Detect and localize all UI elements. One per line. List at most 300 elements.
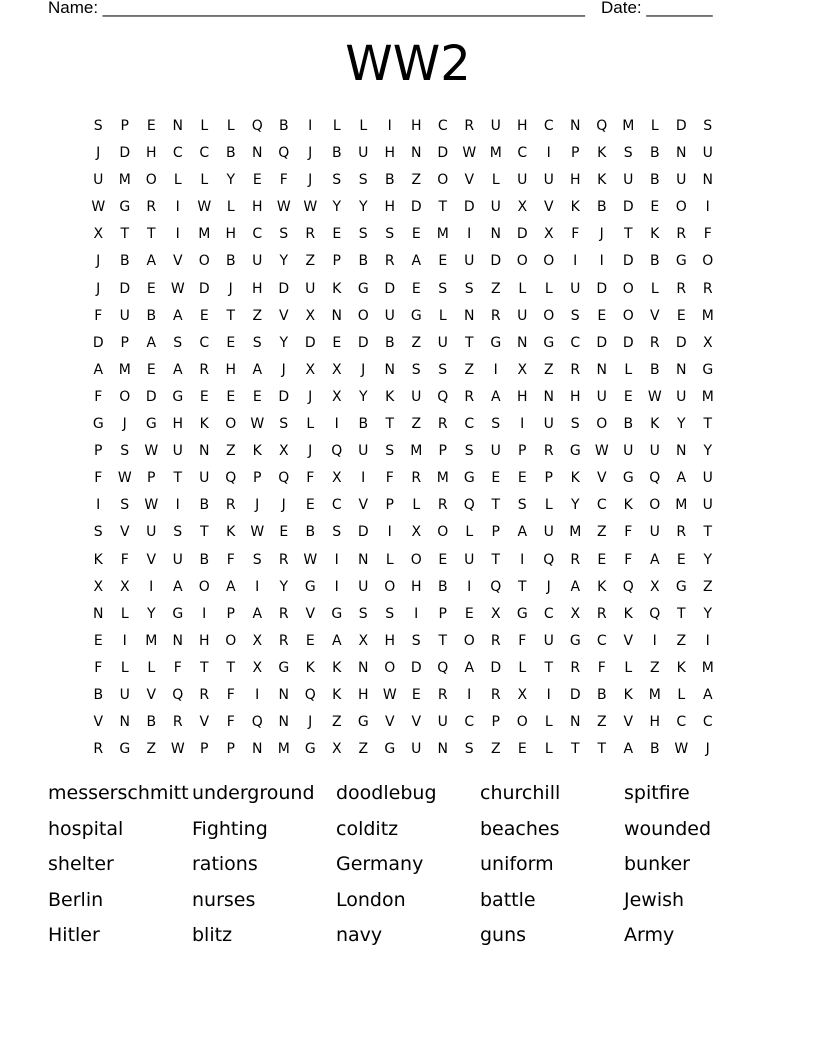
grid-letter: P bbox=[147, 470, 156, 487]
grid-letter: K bbox=[676, 659, 686, 676]
grid-letter: C bbox=[596, 497, 607, 514]
grid-letter: U bbox=[199, 470, 210, 487]
grid-letter: M bbox=[701, 307, 714, 324]
grid-letter: E bbox=[438, 551, 448, 568]
grid-letter: T bbox=[676, 605, 686, 622]
grid-letter: Q bbox=[225, 470, 237, 487]
grid-letter: X bbox=[358, 632, 369, 649]
grid-letter: U bbox=[411, 741, 422, 758]
grid-letter: J bbox=[281, 361, 286, 378]
grid-letter: A bbox=[252, 361, 263, 378]
grid-letter: L bbox=[544, 497, 553, 514]
grid-letter: H bbox=[516, 118, 528, 134]
grid-letter: N bbox=[676, 443, 687, 460]
grid-letter: B bbox=[119, 253, 130, 270]
grid-letter: R bbox=[172, 714, 183, 731]
grid-letter: I bbox=[705, 199, 710, 216]
grid-letter: U bbox=[676, 388, 687, 405]
grid-letter: S bbox=[385, 443, 395, 460]
grid-letter: J bbox=[599, 226, 604, 243]
grid-letter: X bbox=[649, 578, 660, 595]
grid-letter: O bbox=[702, 253, 714, 270]
grid-letter: K bbox=[597, 172, 607, 189]
grid-letter: R bbox=[570, 361, 581, 378]
grid-letter: R bbox=[464, 118, 475, 134]
grid-letter: C bbox=[676, 714, 687, 731]
grid-letter: E bbox=[597, 551, 607, 568]
grid-letter: G bbox=[331, 605, 343, 622]
grid-letter: Q bbox=[463, 497, 475, 514]
word-list-item: nurses bbox=[192, 888, 256, 911]
grid-letter: U bbox=[93, 172, 104, 189]
grid-letter: F bbox=[703, 226, 712, 243]
grid-letter: Q bbox=[649, 470, 661, 487]
grid-letter: S bbox=[252, 551, 262, 568]
grid-letter: S bbox=[93, 524, 103, 541]
grid-letter: M bbox=[622, 118, 635, 134]
grid-letter: B bbox=[437, 578, 448, 595]
grid-letter: U bbox=[464, 551, 475, 568]
grid-letter: U bbox=[305, 280, 316, 297]
grid-letter: F bbox=[624, 551, 633, 568]
grid-letter: T bbox=[623, 226, 633, 243]
grid-letter: D bbox=[490, 253, 502, 270]
grid-letter: W bbox=[647, 388, 662, 405]
grid-letter: K bbox=[305, 659, 315, 676]
grid-letter: P bbox=[491, 524, 500, 541]
grid-letter: G bbox=[410, 307, 422, 324]
grid-letter: K bbox=[597, 145, 607, 162]
grid-letter: M bbox=[118, 172, 131, 189]
grid-letter: H bbox=[172, 416, 184, 433]
word-list-item: uniform bbox=[480, 853, 554, 875]
grid-letter: N bbox=[570, 714, 581, 731]
grid-letter: B bbox=[649, 172, 660, 189]
grid-letter: I bbox=[467, 578, 472, 595]
grid-letter: S bbox=[332, 172, 342, 189]
grid-letter: T bbox=[226, 659, 236, 676]
grid-letter: M bbox=[277, 741, 290, 758]
grid-letter: X bbox=[252, 659, 263, 676]
grid-letter: S bbox=[358, 605, 368, 622]
grid-letter: E bbox=[252, 388, 262, 405]
grid-letter: E bbox=[93, 632, 103, 649]
grid-letter: F bbox=[94, 659, 103, 676]
grid-letter: M bbox=[489, 145, 502, 162]
grid-letter: I bbox=[122, 632, 127, 649]
grid-letter: X bbox=[543, 226, 554, 243]
grid-letter: L bbox=[518, 659, 527, 676]
grid-letter: F bbox=[94, 388, 103, 405]
word-list-item: guns bbox=[480, 924, 527, 946]
grid-letter: J bbox=[96, 280, 101, 297]
grid-letter: I bbox=[175, 226, 180, 243]
grid-letter: S bbox=[279, 416, 289, 433]
grid-letter: X bbox=[517, 686, 528, 703]
date-label: Date: _______ bbox=[600, 0, 713, 17]
grid-letter: Z bbox=[225, 443, 236, 460]
grid-letter: E bbox=[305, 632, 315, 649]
grid-letter: J bbox=[705, 741, 710, 758]
grid-letter: O bbox=[384, 659, 396, 676]
grid-letter: A bbox=[331, 632, 342, 649]
grid-letter: U bbox=[596, 388, 607, 405]
grid-letter: U bbox=[702, 470, 713, 487]
grid-letter: S bbox=[623, 145, 633, 162]
grid-letter: G bbox=[569, 632, 581, 649]
grid-letter: D bbox=[304, 334, 316, 351]
grid-letter: N bbox=[172, 632, 183, 649]
grid-letter: L bbox=[412, 497, 421, 514]
grid-letter: N bbox=[411, 145, 422, 162]
grid-letter: E bbox=[676, 307, 686, 324]
grid-letter: Y bbox=[279, 578, 289, 595]
grid-letter: X bbox=[252, 632, 263, 649]
grid-letter: D bbox=[596, 280, 608, 297]
grid-letter: S bbox=[385, 605, 395, 622]
grid-letter: R bbox=[490, 686, 501, 703]
grid-letter: S bbox=[358, 226, 368, 243]
grid-letter: Y bbox=[279, 334, 289, 351]
grid-letter: T bbox=[517, 578, 527, 595]
grid-letter: C bbox=[437, 118, 448, 134]
page-title: WW2 bbox=[345, 36, 471, 92]
grid-letter: Z bbox=[702, 578, 713, 595]
grid-letter: L bbox=[650, 118, 659, 134]
grid-letter: Z bbox=[411, 334, 422, 351]
grid-letter: U bbox=[676, 172, 687, 189]
grid-letter: J bbox=[255, 497, 260, 514]
grid-letter: C bbox=[172, 145, 183, 162]
grid-letter: A bbox=[676, 470, 687, 487]
grid-letter: I bbox=[334, 551, 339, 568]
grid-letter: X bbox=[278, 443, 289, 460]
grid-letter: W bbox=[382, 686, 397, 703]
grid-letter: K bbox=[650, 416, 660, 433]
grid-letter: S bbox=[332, 524, 342, 541]
grid-letter: U bbox=[543, 524, 554, 541]
grid-letter: D bbox=[675, 118, 687, 134]
grid-letter: K bbox=[623, 605, 633, 622]
grid-letter: U bbox=[570, 280, 581, 297]
grid-letter: H bbox=[410, 118, 422, 134]
grid-letter: L bbox=[332, 118, 341, 134]
grid-letter: D bbox=[278, 388, 290, 405]
grid-letter: B bbox=[649, 361, 660, 378]
grid-letter: B bbox=[596, 199, 607, 216]
grid-letter: F bbox=[120, 551, 129, 568]
grid-letter: F bbox=[306, 470, 315, 487]
grid-letter: V bbox=[596, 470, 607, 487]
grid-letter: K bbox=[623, 686, 633, 703]
grid-letter: L bbox=[518, 280, 527, 297]
word-list-item: doodlebug bbox=[336, 782, 437, 804]
grid-letter: E bbox=[491, 470, 501, 487]
grid-letter: F bbox=[279, 172, 288, 189]
grid-letter: G bbox=[357, 714, 369, 731]
grid-letter: D bbox=[622, 253, 634, 270]
grid-letter: E bbox=[464, 605, 474, 622]
grid-letter: S bbox=[120, 443, 130, 460]
grid-letter: Y bbox=[358, 388, 368, 405]
grid-letter: L bbox=[226, 118, 235, 134]
grid-letter: G bbox=[145, 416, 157, 433]
worksheet-header bbox=[48, 0, 713, 18]
grid-letter: I bbox=[467, 226, 472, 243]
grid-letter: L bbox=[226, 199, 235, 216]
grid-letter: Y bbox=[358, 199, 368, 216]
grid-letter: B bbox=[358, 416, 369, 433]
grid-letter: N bbox=[543, 388, 554, 405]
grid-letter: E bbox=[199, 388, 209, 405]
grid-letter: J bbox=[308, 145, 313, 162]
grid-letter: N bbox=[384, 361, 395, 378]
grid-letter: P bbox=[518, 443, 527, 460]
grid-letter: A bbox=[146, 253, 157, 270]
grid-letter: U bbox=[358, 443, 369, 460]
grid-letter: B bbox=[305, 524, 316, 541]
grid-letter: D bbox=[596, 334, 608, 351]
grid-letter: U bbox=[490, 118, 501, 134]
grid-letter: X bbox=[517, 199, 528, 216]
grid-letter: M bbox=[436, 470, 449, 487]
grid-letter: T bbox=[464, 334, 474, 351]
grid-letter: N bbox=[596, 361, 607, 378]
grid-letter: U bbox=[119, 307, 130, 324]
grid-letter: V bbox=[543, 199, 554, 216]
grid-letter: G bbox=[490, 334, 502, 351]
grid-letter: N bbox=[358, 659, 369, 676]
grid-letter: R bbox=[570, 551, 581, 568]
grid-letter: D bbox=[410, 659, 422, 676]
grid-letter: R bbox=[490, 632, 501, 649]
word-list-item: London bbox=[336, 888, 406, 911]
grid-letter: J bbox=[308, 388, 313, 405]
grid-letter: Z bbox=[358, 741, 369, 758]
grid-letter: Z bbox=[146, 741, 157, 758]
grid-letter: Z bbox=[596, 524, 607, 541]
grid-letter: U bbox=[543, 632, 554, 649]
grid-letter: F bbox=[385, 470, 394, 487]
word-list-item: Germany bbox=[336, 853, 424, 875]
grid-letter: T bbox=[438, 199, 448, 216]
grid-letter: D bbox=[622, 199, 634, 216]
grid-letter: R bbox=[437, 497, 448, 514]
grid-letter: T bbox=[438, 632, 448, 649]
word-list-item: churchill bbox=[480, 782, 561, 804]
grid-letter: F bbox=[173, 659, 182, 676]
grid-letter: L bbox=[438, 307, 447, 324]
grid-letter: G bbox=[702, 361, 714, 378]
grid-letter: M bbox=[701, 659, 714, 676]
grid-letter: X bbox=[93, 578, 104, 595]
grid-letter: G bbox=[384, 741, 396, 758]
grid-letter: I bbox=[334, 578, 339, 595]
grid-letter: I bbox=[599, 253, 604, 270]
grid-letter: P bbox=[226, 741, 235, 758]
grid-letter: V bbox=[199, 714, 210, 731]
grid-letter: F bbox=[226, 686, 235, 703]
grid-letter: N bbox=[358, 551, 369, 568]
grid-letter: V bbox=[172, 253, 183, 270]
grid-letter: R bbox=[596, 605, 607, 622]
grid-letter: C bbox=[702, 714, 713, 731]
grid-letter: R bbox=[437, 686, 448, 703]
grid-letter: O bbox=[437, 172, 449, 189]
grid-letter: C bbox=[543, 118, 554, 134]
grid-letter: N bbox=[93, 605, 104, 622]
grid-letter: A bbox=[649, 551, 660, 568]
grid-letter: E bbox=[650, 199, 660, 216]
grid-letter: O bbox=[622, 280, 634, 297]
grid-letter: F bbox=[94, 470, 103, 487]
grid-letter: F bbox=[597, 659, 606, 676]
grid-letter: T bbox=[146, 226, 156, 243]
grid-letter: Y bbox=[332, 199, 342, 216]
grid-letter: X bbox=[93, 226, 104, 243]
grid-letter: N bbox=[676, 361, 687, 378]
grid-letter: J bbox=[122, 416, 127, 433]
grid-letter: U bbox=[623, 172, 634, 189]
grid-letter: P bbox=[438, 443, 447, 460]
grid-letter: C bbox=[464, 416, 475, 433]
grid-letter: H bbox=[251, 280, 263, 297]
grid-letter: D bbox=[410, 199, 422, 216]
grid-letter: G bbox=[357, 280, 369, 297]
grid-letter: F bbox=[624, 524, 633, 541]
grid-letter: F bbox=[226, 714, 235, 731]
grid-letter: V bbox=[358, 497, 369, 514]
grid-letter: T bbox=[703, 524, 713, 541]
grid-letter: Y bbox=[676, 416, 686, 433]
grid-letter: C bbox=[517, 145, 528, 162]
grid-letter: Z bbox=[649, 659, 660, 676]
grid-letter: S bbox=[517, 497, 527, 514]
grid-letter: I bbox=[308, 118, 313, 134]
grid-letter: U bbox=[146, 524, 157, 541]
grid-letter: B bbox=[596, 686, 607, 703]
grid-letter: M bbox=[569, 524, 582, 541]
grid-letter: C bbox=[596, 632, 607, 649]
grid-letter: L bbox=[120, 659, 129, 676]
grid-letter: U bbox=[172, 443, 183, 460]
grid-letter: P bbox=[385, 497, 394, 514]
grid-letter: V bbox=[411, 714, 422, 731]
grid-letter: F bbox=[571, 226, 580, 243]
grid-letter: D bbox=[357, 334, 369, 351]
grid-letter: I bbox=[546, 145, 551, 162]
grid-letter: B bbox=[384, 334, 395, 351]
grid-letter: A bbox=[517, 524, 528, 541]
grid-letter: W bbox=[594, 443, 609, 460]
grid-letter: G bbox=[119, 741, 131, 758]
grid-letter: W bbox=[462, 145, 477, 162]
grid-letter: T bbox=[597, 741, 607, 758]
grid-letter: K bbox=[570, 470, 580, 487]
grid-letter: A bbox=[225, 578, 236, 595]
grid-letter: J bbox=[308, 443, 313, 460]
grid-letter: X bbox=[119, 578, 130, 595]
grid-letter: H bbox=[569, 388, 581, 405]
grid-letter: S bbox=[438, 280, 448, 297]
grid-letter: M bbox=[701, 388, 714, 405]
grid-letter: X bbox=[570, 605, 581, 622]
grid-letter: U bbox=[172, 551, 183, 568]
grid-letter: T bbox=[570, 741, 580, 758]
grid-letter: A bbox=[93, 361, 104, 378]
grid-letter: I bbox=[149, 578, 154, 595]
grid-letter: O bbox=[384, 578, 396, 595]
grid-letter: Y bbox=[703, 443, 713, 460]
grid-letter: O bbox=[649, 497, 661, 514]
grid-letter: R bbox=[543, 443, 554, 460]
grid-letter: H bbox=[198, 632, 210, 649]
grid-letter: U bbox=[702, 145, 713, 162]
grid-letter: L bbox=[544, 280, 553, 297]
grid-letter: J bbox=[96, 145, 101, 162]
grid-letter: B bbox=[278, 118, 289, 134]
grid-letter: N bbox=[172, 118, 183, 134]
grid-letter: E bbox=[226, 334, 236, 351]
grid-letter: D bbox=[357, 524, 369, 541]
grid-letter: S bbox=[464, 280, 474, 297]
grid-letter: W bbox=[276, 199, 291, 216]
grid-letter: Y bbox=[703, 551, 713, 568]
grid-letter: E bbox=[623, 388, 633, 405]
grid-letter: K bbox=[226, 524, 236, 541]
grid-letter: E bbox=[438, 253, 448, 270]
grid-letter: T bbox=[120, 226, 130, 243]
grid-letter: O bbox=[410, 551, 422, 568]
grid-letter: S bbox=[703, 118, 713, 134]
grid-letter: L bbox=[624, 361, 633, 378]
grid-letter: B bbox=[358, 253, 369, 270]
grid-letter: D bbox=[516, 226, 528, 243]
grid-letter: W bbox=[91, 199, 106, 216]
grid-letter: M bbox=[145, 632, 158, 649]
grid-letter: T bbox=[544, 659, 554, 676]
grid-letter: U bbox=[543, 416, 554, 433]
grid-letter: V bbox=[93, 714, 104, 731]
grid-letter: I bbox=[520, 416, 525, 433]
grid-letter: S bbox=[570, 416, 580, 433]
grid-letter: A bbox=[490, 388, 501, 405]
grid-letter: R bbox=[676, 524, 687, 541]
grid-letter: S bbox=[411, 361, 421, 378]
grid-letter: R bbox=[93, 741, 104, 758]
grid-letter: I bbox=[255, 578, 260, 595]
grid-letter: G bbox=[172, 605, 184, 622]
grid-letter: D bbox=[145, 388, 157, 405]
grid-letter: B bbox=[225, 145, 236, 162]
grid-letter: N bbox=[278, 686, 289, 703]
grid-letter: M bbox=[648, 686, 661, 703]
grid-letter: E bbox=[199, 307, 209, 324]
grid-letter: I bbox=[202, 605, 207, 622]
grid-letter: K bbox=[199, 416, 209, 433]
grid-letter: U bbox=[517, 307, 528, 324]
grid-letter: R bbox=[199, 361, 210, 378]
grid-letter: X bbox=[305, 307, 316, 324]
grid-letter: E bbox=[411, 686, 421, 703]
grid-letter: A bbox=[146, 334, 157, 351]
grid-letter: B bbox=[199, 497, 210, 514]
grid-letter: X bbox=[517, 361, 528, 378]
grid-letter: R bbox=[384, 253, 395, 270]
grid-letter: O bbox=[437, 524, 449, 541]
grid-letter: F bbox=[226, 551, 235, 568]
grid-letter: P bbox=[332, 253, 341, 270]
